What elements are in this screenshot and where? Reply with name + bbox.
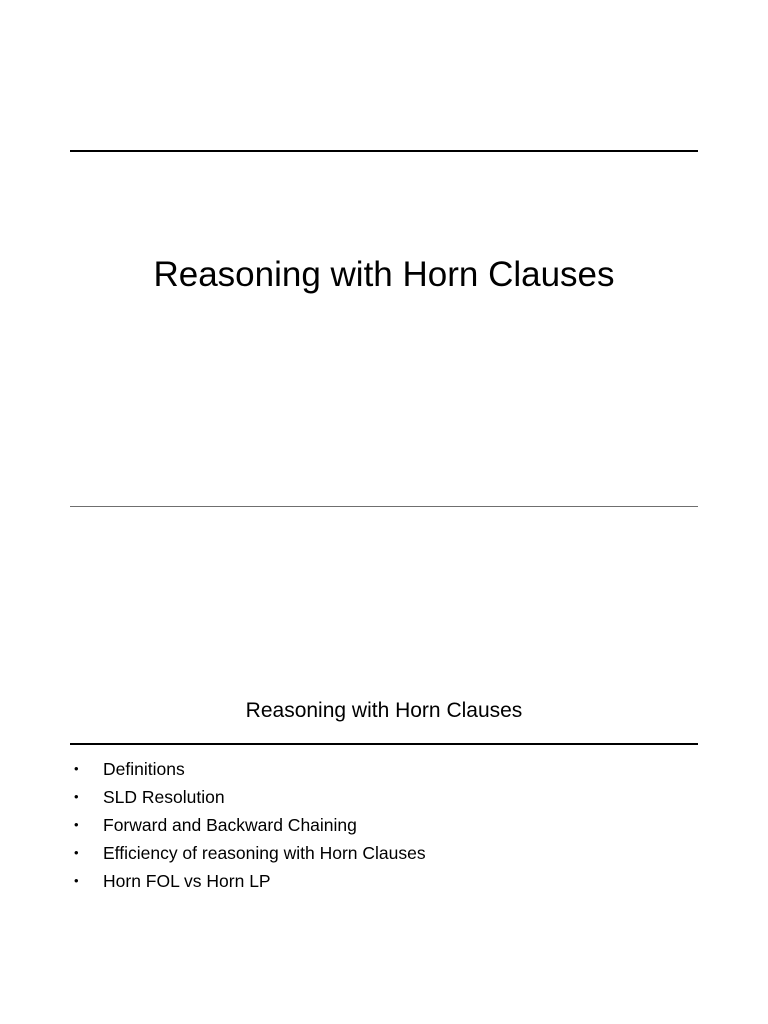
bullet-icon: • xyxy=(74,761,79,776)
slide-1-title: Reasoning with Horn Clauses xyxy=(153,255,615,295)
bullet-icon: • xyxy=(74,873,79,888)
bullet-item-sld-resolution xyxy=(74,783,694,811)
bullet-text: Efficiency of reasoning with Horn Clauses xyxy=(103,843,426,863)
slide-2-title-rule xyxy=(70,743,698,745)
bullet-text: Horn FOL vs Horn LP xyxy=(103,871,271,891)
bullet-text: Forward and Backward Chaining xyxy=(103,815,357,835)
slide-1-top-rule xyxy=(70,150,698,152)
bullet-icon: • xyxy=(74,817,79,832)
slide-separator-rule xyxy=(70,506,698,507)
bullet-icon: • xyxy=(74,845,79,860)
bullet-item-definitions xyxy=(74,755,694,783)
bullet-item-forward-backward-chaining xyxy=(74,811,694,839)
bullet-text: Definitions xyxy=(103,759,185,779)
bullet-item-efficiency xyxy=(74,839,694,867)
topic-bullet-list xyxy=(74,755,694,895)
bullet-item-horn-fol-vs-lp xyxy=(74,867,694,895)
bullet-icon: • xyxy=(74,789,79,804)
slide-2-title: Reasoning with Horn Clauses xyxy=(245,699,523,723)
bullet-text: SLD Resolution xyxy=(103,787,225,807)
